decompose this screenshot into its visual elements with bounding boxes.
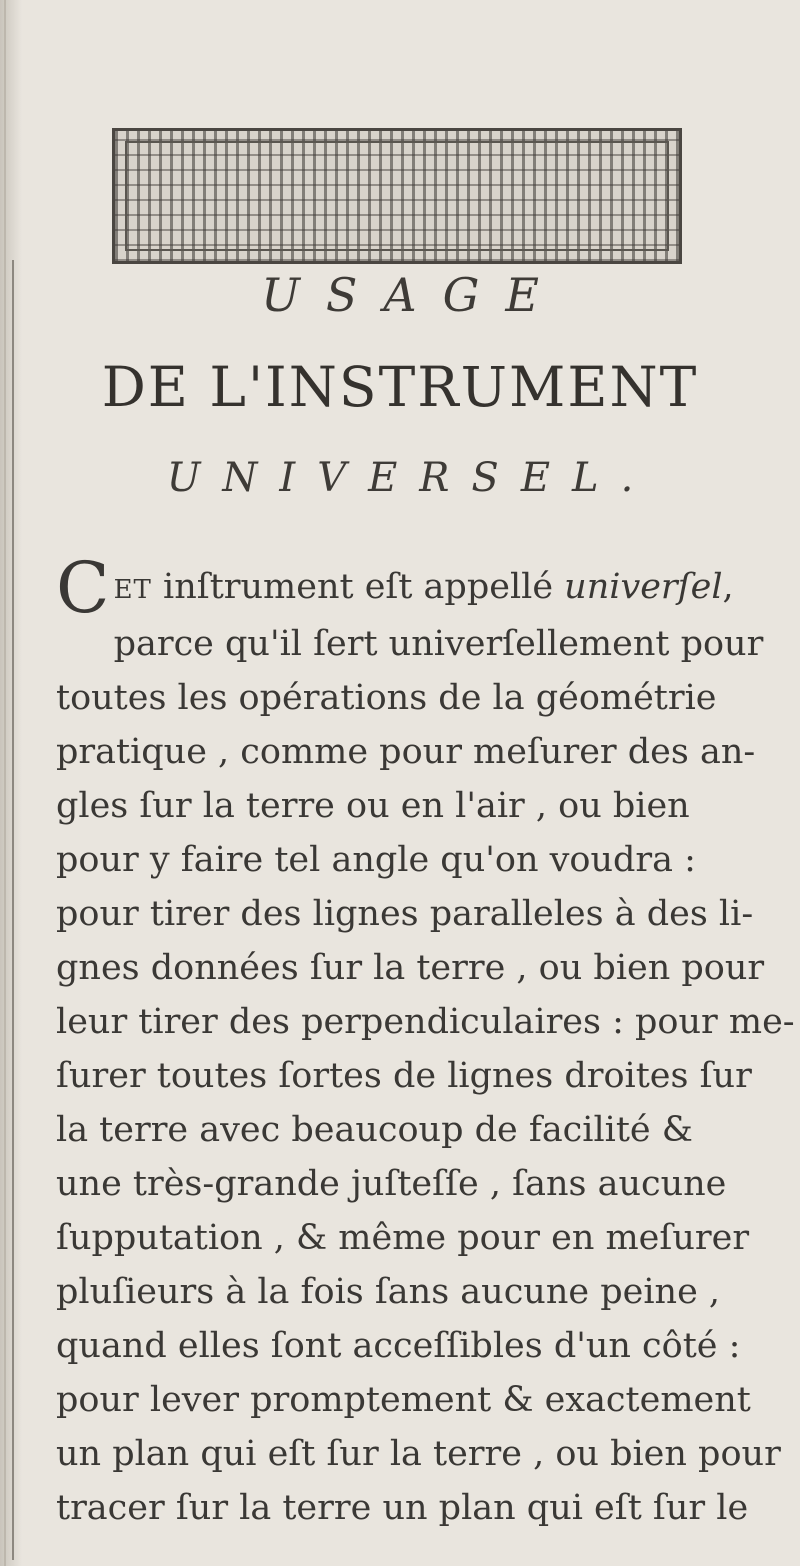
- text-line: la terre avec beaucoup de facilité &: [56, 1110, 693, 1150]
- page-edge: [4, 0, 6, 1566]
- text-line-1: [56, 547, 756, 629]
- text-line: leur tirer des perpendiculaires : pour me-: [56, 1002, 795, 1042]
- drop-cap: C: [56, 547, 110, 629]
- text-line: pour tirer des lignes paralleles à des li-: [56, 894, 754, 934]
- text-line: toutes les opérations de la géométrie: [56, 678, 717, 718]
- body-paragraph: [56, 547, 795, 1535]
- text-line: une très-grande juſteſſe , ſans aucune: [56, 1164, 727, 1204]
- text-line: pour y faire tel angle qu'on voudra :: [56, 840, 696, 880]
- ornamental-headpiece: [112, 128, 682, 264]
- text-line: pratique , comme pour meſurer des an-: [56, 732, 756, 772]
- ornament-inner-border: [125, 141, 669, 251]
- line-1-end: ,: [722, 567, 734, 607]
- text-line: tracer ſur la terre un plan qui eſt ſur le: [56, 1488, 749, 1528]
- heading-universel: UNIVERSEL.: [166, 455, 656, 501]
- text-line: gnes données ſur la terre , ou bien pour: [56, 948, 765, 988]
- text-line: pluſieurs à la fois ſans aucune peine ,: [56, 1272, 721, 1312]
- line-1-text: inſtrument eſt appellé: [163, 567, 565, 607]
- text-line: parce qu'il ſert univerſellement pour: [113, 624, 764, 664]
- heading-usage: USAGE: [261, 268, 565, 322]
- text-line: ſurer toutes ſortes de lignes droites ſur: [56, 1056, 752, 1096]
- italic-word: univerſel: [564, 567, 723, 607]
- text-line: pour lever promptement & exactement: [56, 1380, 751, 1420]
- text-line: un plan qui eſt ſur la terre , ou bien pour: [56, 1434, 781, 1474]
- first-word-smallcaps: ET: [113, 575, 152, 605]
- text-line: ſupputation , & même pour en meſurer: [56, 1218, 750, 1258]
- heading-instrument: DE L'INSTRUMENT: [101, 355, 699, 419]
- text-line: quand elles ſont acceſſibles d'un côté :: [56, 1326, 741, 1366]
- text-line: gles ſur la terre ou en l'air , ou bien: [56, 786, 690, 826]
